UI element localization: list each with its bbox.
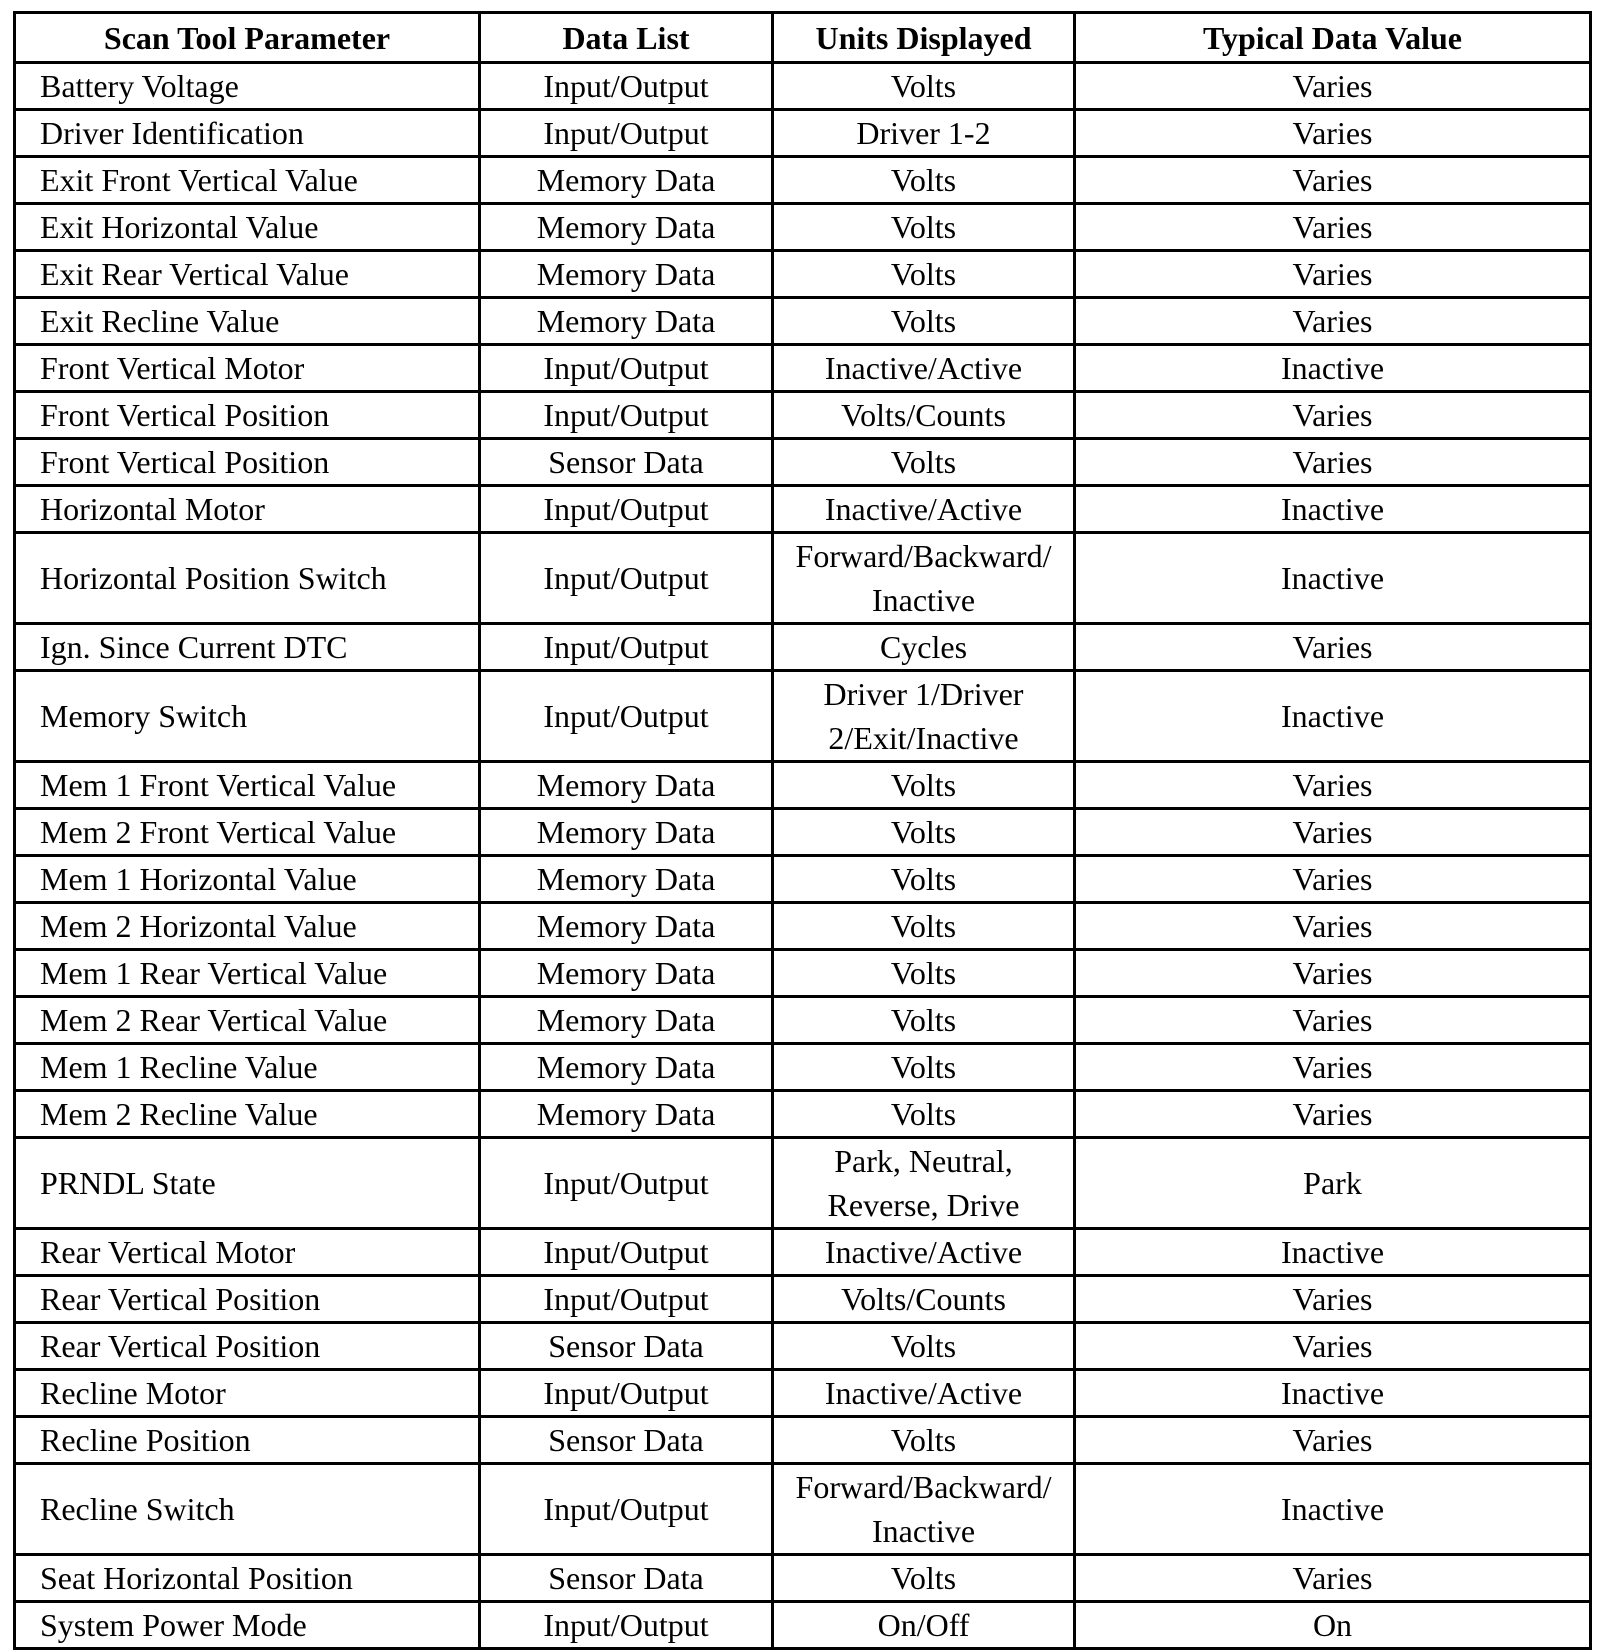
cell-scan-tool-parameter: Rear Vertical Position — [15, 1276, 480, 1323]
units-line: Volts — [890, 1002, 957, 1038]
cell-scan-tool-parameter: Horizontal Motor — [15, 486, 480, 533]
table-row — [15, 762, 1591, 809]
table-row — [15, 533, 1591, 624]
cell-units-displayed — [773, 1417, 1075, 1464]
cell-data-list: Sensor Data — [480, 1417, 773, 1464]
cell-typical-data-value: Varies — [1075, 1555, 1591, 1602]
table-row — [15, 997, 1591, 1044]
table-row — [15, 671, 1591, 762]
units-line: 2/Exit/Inactive — [828, 720, 1019, 756]
table-row — [15, 345, 1591, 392]
cell-units-displayed — [773, 671, 1075, 762]
units-line: Volts — [890, 444, 957, 480]
cell-units-displayed — [773, 1276, 1075, 1323]
cell-units-displayed — [773, 1138, 1075, 1229]
units-line: Volts — [890, 162, 957, 198]
table-row — [15, 63, 1591, 110]
table-row — [15, 110, 1591, 157]
units-line: Volts — [890, 908, 957, 944]
cell-data-list: Input/Output — [480, 63, 773, 110]
units-line: Forward/Backward/ — [795, 1469, 1052, 1505]
cell-units-displayed — [773, 439, 1075, 486]
table-row — [15, 856, 1591, 903]
table-row — [15, 1323, 1591, 1370]
cell-scan-tool-parameter: Horizontal Position Switch — [15, 533, 480, 624]
cell-scan-tool-parameter: Exit Rear Vertical Value — [15, 251, 480, 298]
cell-scan-tool-parameter: Exit Recline Value — [15, 298, 480, 345]
table-row — [15, 1370, 1591, 1417]
cell-typical-data-value: Inactive — [1075, 345, 1591, 392]
cell-scan-tool-parameter: Rear Vertical Position — [15, 1323, 480, 1370]
table-row — [15, 1417, 1591, 1464]
units-line: Volts — [890, 1422, 957, 1458]
cell-typical-data-value: Varies — [1075, 903, 1591, 950]
units-line: Forward/Backward/ — [795, 538, 1052, 574]
cell-data-list: Input/Output — [480, 671, 773, 762]
header-scan-tool-parameter: Scan Tool Parameter — [15, 13, 480, 63]
cell-data-list: Sensor Data — [480, 1323, 773, 1370]
cell-typical-data-value: Varies — [1075, 1044, 1591, 1091]
cell-typical-data-value: Varies — [1075, 762, 1591, 809]
table-row — [15, 950, 1591, 997]
units-line: Volts — [890, 861, 957, 897]
cell-typical-data-value: Inactive — [1075, 1464, 1591, 1555]
cell-data-list: Memory Data — [480, 204, 773, 251]
cell-data-list: Input/Output — [480, 110, 773, 157]
units-line: Volts — [890, 1560, 957, 1596]
cell-units-displayed — [773, 1555, 1075, 1602]
cell-units-displayed — [773, 345, 1075, 392]
cell-units-displayed — [773, 1044, 1075, 1091]
cell-data-list: Memory Data — [480, 157, 773, 204]
cell-typical-data-value: Varies — [1075, 439, 1591, 486]
cell-units-displayed — [773, 1323, 1075, 1370]
cell-typical-data-value: Inactive — [1075, 533, 1591, 624]
table-header — [15, 13, 1591, 63]
cell-units-displayed — [773, 950, 1075, 997]
units-line: Volts — [890, 955, 957, 991]
cell-units-displayed — [773, 392, 1075, 439]
cell-scan-tool-parameter: Mem 1 Horizontal Value — [15, 856, 480, 903]
table-row — [15, 1091, 1591, 1138]
table-row — [15, 486, 1591, 533]
cell-typical-data-value: Varies — [1075, 63, 1591, 110]
table-body — [15, 63, 1591, 1649]
table-row — [15, 439, 1591, 486]
cell-typical-data-value: Inactive — [1075, 1229, 1591, 1276]
cell-data-list: Input/Output — [480, 345, 773, 392]
cell-data-list: Memory Data — [480, 950, 773, 997]
table-row — [15, 251, 1591, 298]
units-line: Volts — [890, 1049, 957, 1085]
cell-data-list: Input/Output — [480, 1276, 773, 1323]
cell-data-list: Memory Data — [480, 903, 773, 950]
units-line: Volts/Counts — [841, 1281, 1006, 1317]
cell-scan-tool-parameter: Mem 2 Horizontal Value — [15, 903, 480, 950]
cell-data-list: Input/Output — [480, 533, 773, 624]
scan-tool-data-table — [13, 11, 1592, 1650]
header-data-list: Data List — [480, 13, 773, 63]
units-line: On/Off — [877, 1607, 970, 1643]
units-line: Driver 1/Driver — [823, 676, 1024, 712]
cell-data-list: Memory Data — [480, 1091, 773, 1138]
cell-data-list: Input/Output — [480, 1138, 773, 1229]
cell-typical-data-value: On — [1075, 1602, 1591, 1649]
table-row — [15, 903, 1591, 950]
table-row — [15, 1602, 1591, 1649]
cell-scan-tool-parameter: Exit Horizontal Value — [15, 204, 480, 251]
cell-scan-tool-parameter: Driver Identification — [15, 110, 480, 157]
cell-typical-data-value: Varies — [1075, 997, 1591, 1044]
cell-scan-tool-parameter: Battery Voltage — [15, 63, 480, 110]
cell-scan-tool-parameter: Exit Front Vertical Value — [15, 157, 480, 204]
units-line: Volts — [890, 1328, 957, 1364]
cell-typical-data-value: Park — [1075, 1138, 1591, 1229]
units-line: Park, Neutral, — [834, 1143, 1013, 1179]
cell-typical-data-value: Varies — [1075, 950, 1591, 997]
cell-data-list: Input/Output — [480, 624, 773, 671]
cell-units-displayed — [773, 63, 1075, 110]
cell-typical-data-value: Varies — [1075, 251, 1591, 298]
cell-data-list: Memory Data — [480, 298, 773, 345]
units-line: Inactive — [871, 582, 976, 618]
cell-scan-tool-parameter: System Power Mode — [15, 1602, 480, 1649]
cell-data-list: Memory Data — [480, 762, 773, 809]
cell-typical-data-value: Varies — [1075, 1276, 1591, 1323]
cell-typical-data-value: Inactive — [1075, 671, 1591, 762]
cell-typical-data-value: Varies — [1075, 204, 1591, 251]
table-row — [15, 1229, 1591, 1276]
cell-units-displayed — [773, 624, 1075, 671]
cell-scan-tool-parameter: Mem 2 Front Vertical Value — [15, 809, 480, 856]
cell-typical-data-value: Varies — [1075, 392, 1591, 439]
cell-units-displayed — [773, 1229, 1075, 1276]
units-line: Inactive/Active — [824, 1234, 1023, 1270]
cell-scan-tool-parameter: Seat Horizontal Position — [15, 1555, 480, 1602]
cell-units-displayed — [773, 1464, 1075, 1555]
cell-typical-data-value: Varies — [1075, 809, 1591, 856]
cell-typical-data-value: Varies — [1075, 1091, 1591, 1138]
units-line: Inactive — [871, 1513, 976, 1549]
cell-units-displayed — [773, 251, 1075, 298]
units-line: Volts — [890, 814, 957, 850]
units-line: Driver 1-2 — [856, 115, 991, 151]
cell-data-list: Input/Output — [480, 1602, 773, 1649]
cell-units-displayed — [773, 997, 1075, 1044]
cell-scan-tool-parameter: Mem 2 Recline Value — [15, 1091, 480, 1138]
table-row — [15, 392, 1591, 439]
cell-units-displayed — [773, 903, 1075, 950]
cell-typical-data-value: Varies — [1075, 1417, 1591, 1464]
cell-typical-data-value: Inactive — [1075, 1370, 1591, 1417]
cell-scan-tool-parameter: Ign. Since Current DTC — [15, 624, 480, 671]
cell-data-list: Input/Output — [480, 486, 773, 533]
table-row — [15, 1276, 1591, 1323]
cell-units-displayed — [773, 204, 1075, 251]
header-typical-data-value: Typical Data Value — [1075, 13, 1591, 63]
cell-typical-data-value: Varies — [1075, 1323, 1591, 1370]
table-row — [15, 1464, 1591, 1555]
units-line: Inactive/Active — [824, 1375, 1023, 1411]
cell-units-displayed — [773, 1091, 1075, 1138]
cell-data-list: Memory Data — [480, 809, 773, 856]
cell-data-list: Input/Output — [480, 1370, 773, 1417]
cell-typical-data-value: Varies — [1075, 624, 1591, 671]
units-line: Volts — [890, 1096, 957, 1132]
cell-scan-tool-parameter: Memory Switch — [15, 671, 480, 762]
table-row — [15, 298, 1591, 345]
cell-scan-tool-parameter: Recline Motor — [15, 1370, 480, 1417]
cell-data-list: Sensor Data — [480, 1555, 773, 1602]
cell-data-list: Memory Data — [480, 856, 773, 903]
cell-data-list: Memory Data — [480, 251, 773, 298]
cell-units-displayed — [773, 298, 1075, 345]
cell-scan-tool-parameter: Mem 2 Rear Vertical Value — [15, 997, 480, 1044]
cell-typical-data-value: Varies — [1075, 110, 1591, 157]
cell-units-displayed — [773, 809, 1075, 856]
cell-scan-tool-parameter: Front Vertical Motor — [15, 345, 480, 392]
table-row — [15, 157, 1591, 204]
units-line: Volts/Counts — [841, 397, 1006, 433]
units-line: Volts — [890, 256, 957, 292]
cell-data-list: Input/Output — [480, 1229, 773, 1276]
units-line: Reverse, Drive — [827, 1187, 1020, 1223]
cell-scan-tool-parameter: Recline Switch — [15, 1464, 480, 1555]
cell-units-displayed — [773, 157, 1075, 204]
cell-units-displayed — [773, 762, 1075, 809]
cell-data-list: Sensor Data — [480, 439, 773, 486]
cell-data-list: Input/Output — [480, 1464, 773, 1555]
units-line: Inactive/Active — [824, 350, 1023, 386]
cell-scan-tool-parameter: Front Vertical Position — [15, 439, 480, 486]
cell-units-displayed — [773, 1370, 1075, 1417]
cell-units-displayed — [773, 1602, 1075, 1649]
header-row — [15, 13, 1591, 63]
cell-scan-tool-parameter: Mem 1 Front Vertical Value — [15, 762, 480, 809]
units-line: Cycles — [879, 629, 968, 665]
units-line: Inactive/Active — [824, 491, 1023, 527]
cell-typical-data-value: Varies — [1075, 157, 1591, 204]
cell-scan-tool-parameter: Mem 1 Rear Vertical Value — [15, 950, 480, 997]
units-line: Volts — [890, 209, 957, 245]
cell-data-list: Memory Data — [480, 1044, 773, 1091]
cell-typical-data-value: Varies — [1075, 856, 1591, 903]
table-row — [15, 1044, 1591, 1091]
cell-typical-data-value: Varies — [1075, 298, 1591, 345]
units-line: Volts — [890, 767, 957, 803]
units-line: Volts — [890, 68, 957, 104]
cell-units-displayed — [773, 110, 1075, 157]
cell-scan-tool-parameter: PRNDL State — [15, 1138, 480, 1229]
cell-scan-tool-parameter: Front Vertical Position — [15, 392, 480, 439]
cell-data-list: Input/Output — [480, 392, 773, 439]
cell-typical-data-value: Inactive — [1075, 486, 1591, 533]
table-row — [15, 1555, 1591, 1602]
cell-data-list: Memory Data — [480, 997, 773, 1044]
table-row — [15, 624, 1591, 671]
cell-units-displayed — [773, 856, 1075, 903]
table-row — [15, 809, 1591, 856]
header-units-displayed: Units Displayed — [773, 13, 1075, 63]
cell-units-displayed — [773, 533, 1075, 624]
cell-scan-tool-parameter: Mem 1 Recline Value — [15, 1044, 480, 1091]
table-row — [15, 1138, 1591, 1229]
cell-scan-tool-parameter: Rear Vertical Motor — [15, 1229, 480, 1276]
cell-units-displayed — [773, 486, 1075, 533]
table-row — [15, 204, 1591, 251]
cell-scan-tool-parameter: Recline Position — [15, 1417, 480, 1464]
units-line: Volts — [890, 303, 957, 339]
